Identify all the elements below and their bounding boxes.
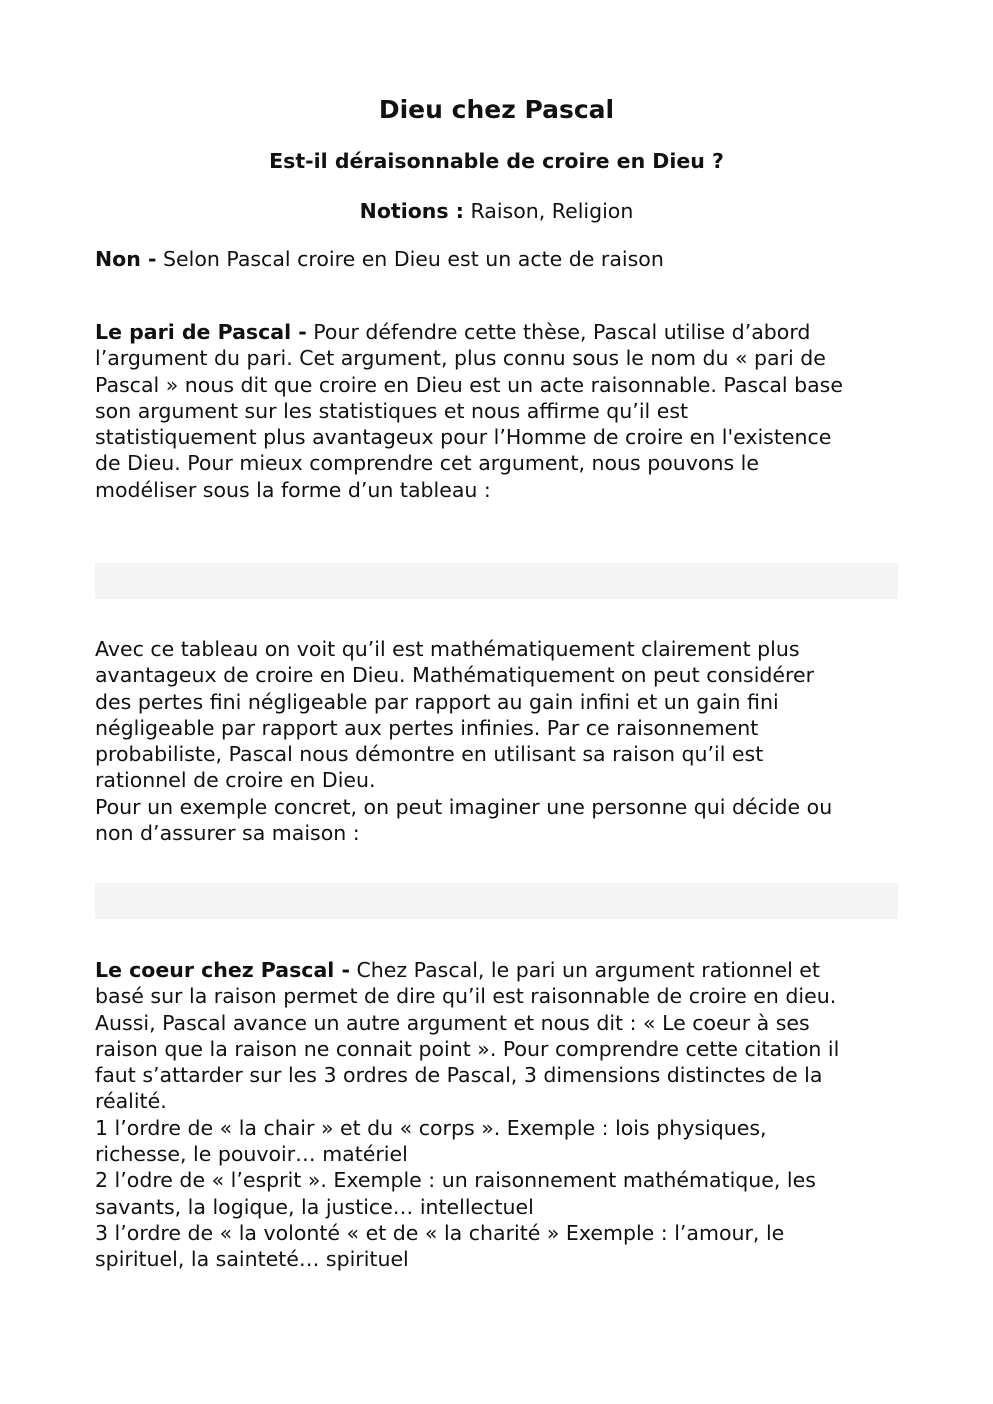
insurance-table-placeholder xyxy=(95,883,898,919)
tableau-paragraph xyxy=(95,636,905,846)
pari-paragraph xyxy=(95,319,905,503)
tableau-line: probabiliste, Pascal nous démontre en utilisant sa raison qu’il est xyxy=(95,742,764,767)
coeur-line: raison que la raison ne connait point ». Pour comprendre cette citation il xyxy=(95,1036,840,1061)
non-text: Selon Pascal croire en Dieu est un acte de raison xyxy=(156,247,664,271)
tableau-line: non d’assurer sa maison : xyxy=(95,821,360,846)
non-line xyxy=(95,246,905,272)
pari-line: modéliser sous la forme d’un tableau : xyxy=(95,477,491,502)
pari-line: son argument sur les statistiques et nous affirme qu’il est xyxy=(95,398,689,423)
tableau-line: rationnel de croire en Dieu. xyxy=(95,768,376,793)
notions-value: Raison, Religion xyxy=(463,199,634,223)
coeur-line: 3 l’ordre de « la volonté « et de « la charité » Exemple : l’amour, le xyxy=(95,1220,785,1245)
notions-line xyxy=(0,197,993,225)
coeur-paragraph xyxy=(95,957,905,1273)
coeur-line: basé sur la raison permet de dire qu’il est raisonnable de croire en dieu. xyxy=(95,984,837,1009)
coeur-line: 2 l’odre de « l’esprit ». Exemple : un raisonnement mathématique, les xyxy=(95,1168,816,1193)
notions-label: Notions : xyxy=(359,199,464,223)
coeur-line: Le coeur chez Pascal - Chez Pascal, le pari un argument rationnel et xyxy=(95,958,820,982)
pari-heading: Le pari de Pascal - xyxy=(95,320,307,344)
non-label: Non - xyxy=(95,247,157,271)
coeur-line: Aussi, Pascal avance un autre argument et nous dit : « Le coeur à ses xyxy=(95,1010,810,1035)
tableau-line: avantageux de croire en Dieu. Mathématiquement on peut considérer xyxy=(95,663,815,688)
document-subtitle: Est-il déraisonnable de croire en Dieu ? xyxy=(269,149,724,173)
pari-line: Le pari de Pascal - Pour défendre cette thèse, Pascal utilise d’abord xyxy=(95,320,811,344)
pari-line: l’argument du pari. Cet argument, plus connu sous le nom du « pari de xyxy=(95,346,826,371)
pari-line: Pascal » nous dit que croire en Dieu est un acte raisonnable. Pascal base xyxy=(95,372,843,397)
tableau-line: négligeable par rapport aux pertes infinies. Par ce raisonnement xyxy=(95,715,759,740)
tableau-line: des pertes fini négligeable par rapport au gain infini et un gain fini xyxy=(95,689,779,714)
tableau-line: Avec ce tableau on voit qu’il est mathématiquement clairement plus xyxy=(95,637,800,661)
pari-line: de Dieu. Pour mieux comprendre cet argument, nous pouvons le xyxy=(95,451,759,476)
coeur-line: spirituel, la sainteté… spirituel xyxy=(95,1247,409,1272)
coeur-line: réalité. xyxy=(95,1089,167,1114)
document-title: Dieu chez Pascal xyxy=(378,95,615,124)
coeur-line: 1 l’ordre de « la chair » et du « corps ». Exemple : lois physiques, xyxy=(95,1115,767,1140)
coeur-line: savants, la logique, la justice… intellectuel xyxy=(95,1194,534,1219)
coeur-line: richesse, le pouvoir… matériel xyxy=(95,1142,408,1167)
table-placeholder xyxy=(95,563,898,599)
coeur-line: faut s’attarder sur les 3 ordres de Pascal, 3 dimensions distinctes de la xyxy=(95,1063,823,1088)
tableau-line: Pour un exemple concret, on peut imaginer une personne qui décide ou xyxy=(95,794,833,819)
pari-line: statistiquement plus avantageux pour l’Homme de croire en l'existence xyxy=(95,425,832,450)
coeur-heading: Le coeur chez Pascal - xyxy=(95,958,350,982)
